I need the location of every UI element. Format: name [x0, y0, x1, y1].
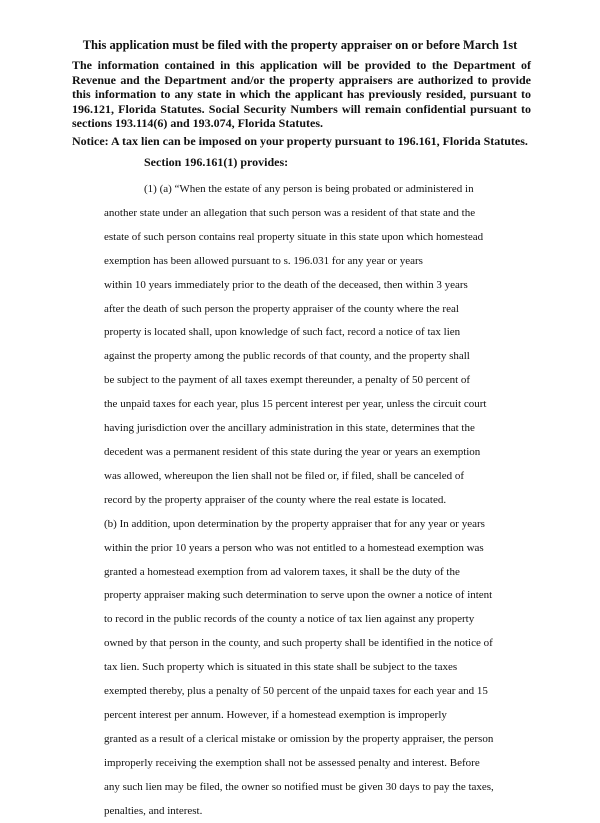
statute-line: any such lien may be filed, the owner so notified must be given 30 days to pay the taxes,: [104, 780, 494, 793]
statute-line: within the prior 10 years a person who was not entitled to a homestead exemption was: [104, 541, 484, 554]
statute-line: percent interest per annum. However, if a homestead exemption is improperly: [104, 708, 447, 721]
section-heading: Section 196.161(1) provides:: [144, 155, 289, 169]
statute-line: (1) (a) “When the estate of any person is being probated or administered in: [144, 183, 474, 195]
statute-line: having jurisdiction over the ancillary administration in this state, determines that the: [104, 422, 475, 435]
statute-line: exempted thereby, plus a penalty of 50 percent of the unpaid taxes for each year and 15: [104, 685, 488, 698]
statute-line: granted a homestead exemption from ad valorem taxes, it shall be the duty of the: [104, 565, 460, 578]
statute-line: was allowed, whereupon the lien shall not be filed or, if filed, shall be canceled of: [104, 469, 464, 482]
statute-line: against the property among the public records of that county, and the property shall: [104, 350, 470, 363]
confidentiality-statement: The information contained in this application will be provided to the Department of Revenue and the Department and/or the property appraisers are authorized to provide this information to any state in which the applicant has previously resided, pursuant to 196.121, Florida Statutes. Social Security Numbers will remain confidential pursuant to sections 193.114(6) and 193.074, Florida Statutes.: [72, 58, 531, 130]
statute-line: tax lien. Such property which is situated in this state shall be subject to the taxes: [104, 661, 458, 674]
statute-line: the unpaid taxes for each year, plus 15 percent interest per year, unless the circuit court: [104, 398, 487, 411]
filing-deadline-header: This application must be filed with the property appraiser on or before March 1st: [82, 38, 518, 52]
statute-line: granted as a result of a clerical mistake or omission by the property appraiser, the person: [104, 732, 494, 745]
tax-lien-notice: Notice: A tax lien can be imposed on your property pursuant to 196.161, Florida Statutes.: [72, 134, 528, 148]
statute-line: another state under an allegation that such person was a resident of that state and the: [104, 206, 476, 219]
statute-line: exemption has been allowed pursuant to s. 196.031 for any year or years: [104, 254, 423, 267]
statute-text: [104, 178, 544, 823]
statute-line: record by the property appraiser of the county where the real estate is located.: [104, 493, 447, 506]
statute-line: improperly receiving the exemption shall not be assessed penalty and interest. Before: [104, 756, 480, 769]
statute-line: after the death of such person the property appraiser of the county where the real: [104, 302, 459, 315]
statute-line: be subject to the payment of all taxes exempt thereunder, a penalty of 50 percent of: [104, 374, 471, 387]
statute-line: estate of such person contains real property situate in this state upon which homestead: [104, 230, 484, 243]
statute-line: owned by that person in the county, and such property shall be identified in the notice of: [104, 637, 493, 650]
statute-line: (b) In addition, upon determination by the property appraiser that for any year or years: [104, 517, 485, 530]
statute-line: property is located shall, upon knowledge of such fact, record a notice of tax lien: [104, 326, 461, 339]
statute-line: property appraiser making such determination to serve upon the owner a notice of intent: [104, 589, 493, 602]
statute-line: within 10 years immediately prior to the death of the deceased, then within 3 years: [104, 278, 468, 291]
statute-line: to record in the public records of the county a notice of tax lien against any property: [104, 613, 475, 626]
statute-line: decedent was a permanent resident of this state during the year or years an exemption: [104, 445, 481, 458]
statute-line: penalties, and interest.: [104, 804, 203, 817]
